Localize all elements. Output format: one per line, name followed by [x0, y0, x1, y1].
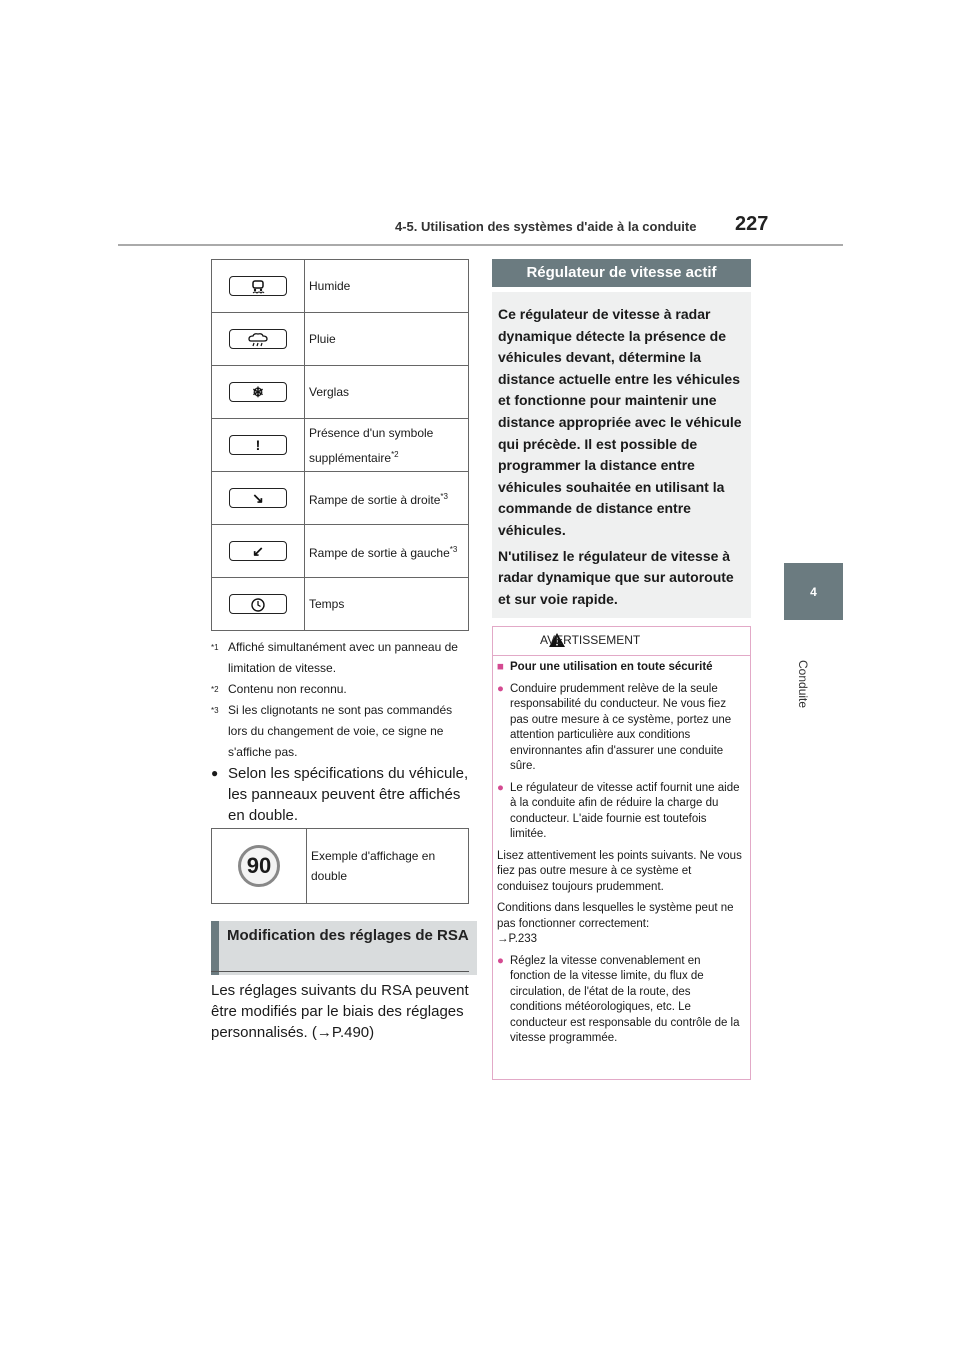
- sign-label: Humide: [305, 260, 469, 313]
- footnote: *2 Contenu non reconnu.: [211, 682, 347, 696]
- table-row: [212, 472, 469, 525]
- bullet-icon: ●: [497, 954, 504, 967]
- heading-divider: [211, 971, 469, 972]
- warning-paragraph: Lisez attentivement les points suivants. Ne vous fiez pas outre mesure à ce système et conduisez toujours prudemment.: [497, 849, 742, 893]
- exclamation-icon: !: [229, 435, 287, 455]
- table-row: [212, 419, 469, 472]
- footnote: *3 Si les clignotants ne sont pas commandés lors du changement de voie, ce signe ne s'affiche pas.: [211, 703, 453, 759]
- table-row: [212, 313, 469, 366]
- square-bullet-icon: ■: [497, 661, 504, 673]
- modification-text: Les réglages suivants du RSA peuvent être modifiés par le biais des réglages personnalisés. (→P.490): [211, 982, 469, 1041]
- sign-label: Pluie: [305, 313, 469, 366]
- wet-road-icon: [229, 276, 287, 296]
- chapter-label: Conduite: [796, 660, 810, 709]
- page-number: 227: [735, 213, 769, 235]
- sign-label: Présence d'un symbole supplémentaire$^{*2}$: [305, 419, 469, 472]
- sign-label: Verglas: [305, 366, 469, 419]
- warning-item: Réglez la vitesse convenablement en fonction de la vitesse limite, du flux de circulation, de l'état de la route, des conditions météorologiques, etc. Le conducteur est responsable du contrôle de la vitesse programmée.: [510, 954, 740, 1044]
- chapter-tab[interactable]: [784, 563, 843, 620]
- warning-paragraph: Conditions dans lesquelles le système peut ne pas fonctionner correctement: →P.233: [497, 902, 734, 945]
- example-label: Exemple d'affichage en double: [307, 829, 469, 904]
- rsa-paragraph: Ce régulateur de vitesse à radar dynamique détecte la présence de véhicules devant, détermine la distance actuelle entre les véhicules et fonctionne pour maintenir une distance appropriée avec le véhicule qui précède. Il est possible de programmer la distance entre véhicules souhaitée en utilisant la commande de distance entre véhicules.: [498, 306, 742, 538]
- chapter-number: 4: [810, 584, 817, 599]
- warning-item: Le régulateur de vitesse actif fournit une aide à la conduite afin de réduire la charge du conducteur. L'aide fournie est toutefois limitée.: [510, 781, 740, 840]
- sign-label: Rampe de sortie à droite$^{*3}$: [305, 472, 469, 525]
- sign-label: Rampe de sortie à gauche$^{*3}$: [305, 525, 469, 578]
- double-speed-sign: [212, 829, 307, 904]
- modification-heading: Modification des réglages de RSA: [211, 921, 477, 975]
- bullet-paragraph: ● Selon les spécifications du véhicule, les panneaux peuvent être affichés en double.: [211, 765, 469, 824]
- sign-table: [211, 259, 469, 631]
- warning-subhead: Pour une utilisation en toute sécurité: [510, 661, 713, 673]
- table-row: [212, 260, 469, 313]
- header-divider: [118, 244, 843, 246]
- warning-item: Conduire prudemment relève de la seule responsabilité du conducteur. Ne vous fiez pas outre mesure à ce système, portez une attention particulière aux conditions environnantes afin d'assurer une conduite sûre.: [510, 682, 732, 772]
- bullet-icon: ●: [497, 781, 504, 794]
- example-table: [211, 828, 469, 904]
- sign-label: Temps: [305, 578, 469, 631]
- rain-icon: [229, 329, 287, 349]
- warning-title: AVERTISSEMENT: [540, 633, 641, 647]
- clock-icon: [229, 594, 287, 614]
- rsa-summary-text: [498, 304, 743, 610]
- bullet-icon: ●: [211, 766, 219, 780]
- page-reference-link[interactable]: →P.233: [497, 933, 538, 945]
- table-row: [212, 366, 469, 419]
- rsa-paragraph: N'utilisez le régulateur de vitesse à radar dynamique que sur autoroute et sur voie rapide.: [498, 547, 734, 607]
- bullet-icon: ●: [497, 682, 504, 695]
- section-title: 4-5. Utilisation des systèmes d'aide à la conduite: [395, 219, 697, 234]
- speed-limit-icon: 90: [238, 845, 280, 887]
- footnotes: [211, 637, 471, 763]
- exit-left-icon: ↙: [229, 541, 287, 561]
- table-row: [212, 525, 469, 578]
- footnote: *1 Affiché simultanément avec un panneau de limitation de vitesse.: [211, 640, 458, 675]
- table-row: [212, 829, 469, 904]
- warning-body: [497, 660, 743, 1053]
- rsa-heading: Régulateur de vitesse actif: [492, 259, 751, 287]
- exit-right-icon: ↘: [229, 488, 287, 508]
- snowflake-icon: ❄: [229, 382, 287, 402]
- table-row: [212, 578, 469, 631]
